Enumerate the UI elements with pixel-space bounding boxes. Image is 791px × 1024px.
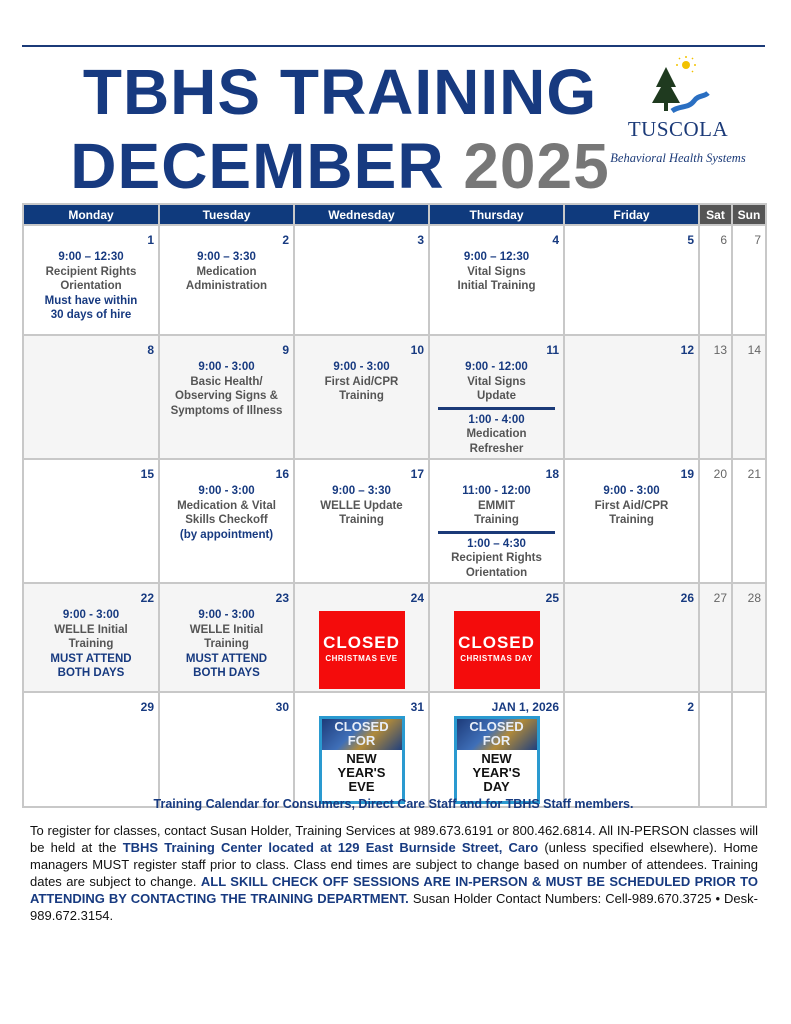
calendar-day-cell (564, 335, 699, 459)
closed-badge (319, 611, 405, 689)
logo-tagline: Behavioral Health Systems (610, 151, 746, 165)
day-number: 10 (410, 343, 424, 357)
day-number: 15 (140, 467, 154, 481)
weekday-header-row (23, 204, 766, 225)
session-time: 9:00 - 12:00 (465, 361, 528, 373)
calendar-day-cell (732, 335, 766, 459)
holiday-line: EVE (348, 779, 375, 794)
session-title: Training (339, 514, 384, 526)
holiday-name (322, 750, 402, 794)
banner-line: CLOSED (334, 719, 389, 734)
day-number: 11 (546, 343, 559, 357)
calendar-day-cell (732, 225, 766, 335)
calendar-day-cell (159, 459, 294, 583)
session-time: 9:00 - 3:00 (198, 361, 255, 373)
session-note: MUST ATTEND (50, 652, 132, 665)
weekday-header: Monday (23, 204, 159, 225)
calendar-day-cell (294, 459, 429, 583)
calendar-day-cell (294, 335, 429, 459)
session-note: Must have within (44, 294, 138, 307)
day-number: 24 (410, 591, 424, 605)
day-number: 3 (417, 233, 424, 247)
day-number: 19 (680, 467, 694, 481)
calendar-day-cell (699, 335, 732, 459)
calendar-week-row (23, 692, 766, 807)
session-title: Orientation (60, 280, 122, 292)
calendar-day-cell (732, 692, 766, 807)
closed-new-year-badge (454, 716, 540, 804)
calendar-day-cell (159, 225, 294, 335)
session-time: 9:00 - 3:00 (198, 485, 255, 497)
day-number: 21 (747, 467, 761, 481)
day-number: 18 (545, 467, 559, 481)
session-note: MUST ATTEND (185, 652, 268, 665)
session-time: 9:00 - 3:00 (603, 485, 660, 497)
session-title: Medication & Vital (177, 499, 276, 512)
tree-sun-river-icon (608, 55, 748, 117)
day-number (704, 700, 727, 716)
calendar-day-cell (429, 459, 564, 583)
day-number: 30 (275, 700, 289, 714)
calendar-day-cell (159, 335, 294, 459)
calendar-week-row (23, 335, 766, 459)
calendar-day-cell (699, 225, 732, 335)
session-title: Basic Health/ (190, 375, 263, 388)
day-number: 1 (147, 233, 154, 247)
calendar-day-cell (564, 459, 699, 583)
month-label: DECEMBER (70, 130, 445, 202)
session-time: 9:00 - 3:00 (333, 361, 390, 373)
holiday-line: DAY (483, 779, 510, 794)
calendar-day-cell (429, 692, 564, 807)
calendar-day-cell (294, 583, 429, 692)
day-number: 17 (410, 467, 424, 481)
day-number: 28 (747, 591, 761, 605)
day-number: 2 (687, 700, 694, 714)
calendar-day-cell (23, 459, 159, 583)
day-number (737, 700, 761, 716)
closed-title: CLOSED (458, 632, 535, 652)
page-subtitle (40, 130, 640, 202)
day-number: 22 (140, 591, 154, 605)
closed-badge (454, 611, 540, 689)
session-title: Recipient Rights (45, 265, 137, 278)
session-note: 30 days of hire (50, 309, 132, 321)
holiday-line: NEW (481, 751, 512, 766)
year-label: 2025 (463, 130, 610, 202)
session-title: Observing Signs & (175, 390, 278, 402)
session-title: Medication (466, 428, 527, 440)
session-title: Symptoms of Illness (170, 404, 283, 417)
day-number: 2 (282, 233, 289, 247)
holiday-line: YEAR'S (337, 765, 386, 780)
policy-text: (unless specified elsewhere). Home managers MUST register staff prior to class. Class end times are subject to change based on number of attendees. Training dates are subject to change. (30, 840, 758, 889)
calendar-day-cell (23, 335, 159, 459)
day-number: 29 (140, 700, 154, 714)
session-title: Administration (185, 280, 268, 292)
session-time: 9:00 - 3:00 (62, 609, 120, 621)
weekday-header: Tuesday (159, 204, 294, 225)
day-number: 7 (754, 233, 761, 247)
closed-for-banner (322, 719, 402, 750)
calendar-day-cell (564, 225, 699, 335)
session-title: Vital Signs (467, 265, 526, 278)
session-divider (438, 407, 555, 410)
day-number: 13 (713, 343, 727, 357)
weekday-header: Wednesday (294, 204, 429, 225)
session-title: WELLE Initial (54, 623, 128, 636)
calendar-week-row (23, 583, 766, 692)
session-title: WELLE Initial (189, 623, 264, 636)
day-number: 6 (720, 233, 727, 247)
calendar-week-row (23, 459, 766, 583)
session-title: EMMIT (477, 499, 516, 512)
calendar-day-cell (23, 583, 159, 692)
day-number: 20 (713, 467, 727, 481)
session-time: 11:00 - 12:00 (462, 485, 531, 497)
day-number: 5 (687, 233, 694, 247)
holiday-line: NEW (346, 751, 377, 766)
contact-numbers: Susan Holder Contact Numbers: Cell-989.670.3725 • Desk-989.672.3154. (30, 891, 758, 923)
session-title: Recipient Rights (451, 552, 542, 564)
session-time: 9:00 – 3:30 (332, 485, 391, 497)
calendar-day-cell (699, 583, 732, 692)
closed-reason: CHRISTMAS DAY (460, 653, 533, 663)
session-title: Training (609, 514, 654, 526)
session-title: Training (474, 514, 519, 526)
day-number: 31 (410, 700, 424, 714)
calendar-day-cell (699, 459, 732, 583)
logo-name: TUSCOLA (627, 117, 729, 141)
day-number: 26 (680, 591, 694, 605)
closed-reason: CHRISTMAS EVE (325, 653, 398, 663)
registration-info (30, 822, 758, 924)
weekday-header: Sun (732, 204, 766, 225)
calendar-day-cell (159, 692, 294, 807)
calendar-day-cell (732, 583, 766, 692)
day-number: 16 (275, 467, 289, 481)
session-title: Training (204, 638, 249, 650)
calendar-day-cell (564, 692, 699, 807)
day-number: 12 (680, 343, 694, 357)
session-note: BOTH DAYS (193, 667, 260, 679)
session-time: 9:00 – 3:30 (197, 251, 256, 263)
top-divider (22, 45, 765, 47)
session-title: Medication (196, 265, 257, 278)
calendar-week-row (23, 225, 766, 335)
holiday-name (457, 750, 537, 794)
banner-line: CLOSED (469, 719, 524, 734)
session-title: Refresher (469, 442, 524, 455)
session-note: BOTH DAYS (57, 667, 125, 679)
calendar-audience-note: Training Calendar for Consumers, Direct Care Staff and for TBHS Staff members. (153, 797, 634, 811)
calendar-day-cell (429, 583, 564, 692)
day-number: 14 (747, 343, 761, 357)
session-title: First Aid/CPR (594, 499, 669, 512)
session-time: 9:00 – 12:30 (463, 251, 530, 263)
registration-text: To register for classes, contact Susan Holder, Training Services at 989.673.6191 or 800.462.6814. All IN-PERSON classes will be held at the (30, 823, 758, 855)
skill-checkoff-notice: ALL SKILL CHECK OFF SESSIONS ARE IN-PERSON & MUST BE SCHEDULED PRIOR TO ATTENDING BY CONTACTING THE TRAINING DEPARTMENT. (30, 874, 758, 906)
day-number: 9 (282, 343, 289, 357)
day-number: 4 (552, 233, 559, 247)
training-calendar (22, 203, 767, 808)
session-title: First Aid/CPR (324, 375, 399, 388)
session-divider (438, 531, 555, 534)
calendar-day-cell (159, 583, 294, 692)
session-title: Skills Checkoff (185, 514, 268, 526)
calendar-day-cell (23, 225, 159, 335)
calendar-day-cell (294, 692, 429, 807)
weekday-header: Friday (564, 204, 699, 225)
session-time: 9:00 - 3:00 (198, 609, 255, 621)
tuscola-logo (608, 55, 748, 180)
calendar-day-cell (429, 225, 564, 335)
session-title: Training (339, 390, 384, 402)
session-title: Initial Training (457, 280, 536, 292)
day-number: 27 (713, 591, 727, 605)
calendar-day-cell (732, 459, 766, 583)
session-title: Orientation (465, 566, 528, 579)
day-number: 25 (545, 591, 559, 605)
banner-line: FOR (482, 733, 511, 748)
calendar-day-cell (294, 225, 429, 335)
weekday-header: Thursday (429, 204, 564, 225)
day-number: JAN 1, 2026 (491, 700, 559, 714)
weekday-header: Sat (699, 204, 732, 225)
calendar-day-cell (429, 335, 564, 459)
day-number: 23 (275, 591, 289, 605)
session-time: 1:00 – 4:30 (467, 537, 526, 550)
closed-title: CLOSED (323, 632, 400, 652)
session-title: Update (477, 390, 516, 402)
session-title: WELLE Update (320, 499, 403, 512)
training-location: TBHS Training Center located at 129 East Burnside Street, Caro (122, 840, 539, 855)
session-time: 9:00 – 12:30 (58, 251, 124, 263)
calendar-day-cell (23, 692, 159, 807)
closed-new-year-badge (319, 716, 405, 804)
calendar-day-cell (564, 583, 699, 692)
banner-line: FOR (347, 733, 376, 748)
calendar-day-cell (699, 692, 732, 807)
session-title: Training (68, 638, 114, 650)
day-number: 8 (147, 343, 154, 357)
closed-for-banner (457, 719, 537, 750)
holiday-line: YEAR'S (472, 765, 521, 780)
session-title: Vital Signs (467, 375, 526, 388)
page-title: TBHS TRAINING (82, 56, 598, 128)
session-note: (by appointment) (179, 528, 274, 541)
session-time: 1:00 - 4:00 (468, 413, 525, 426)
